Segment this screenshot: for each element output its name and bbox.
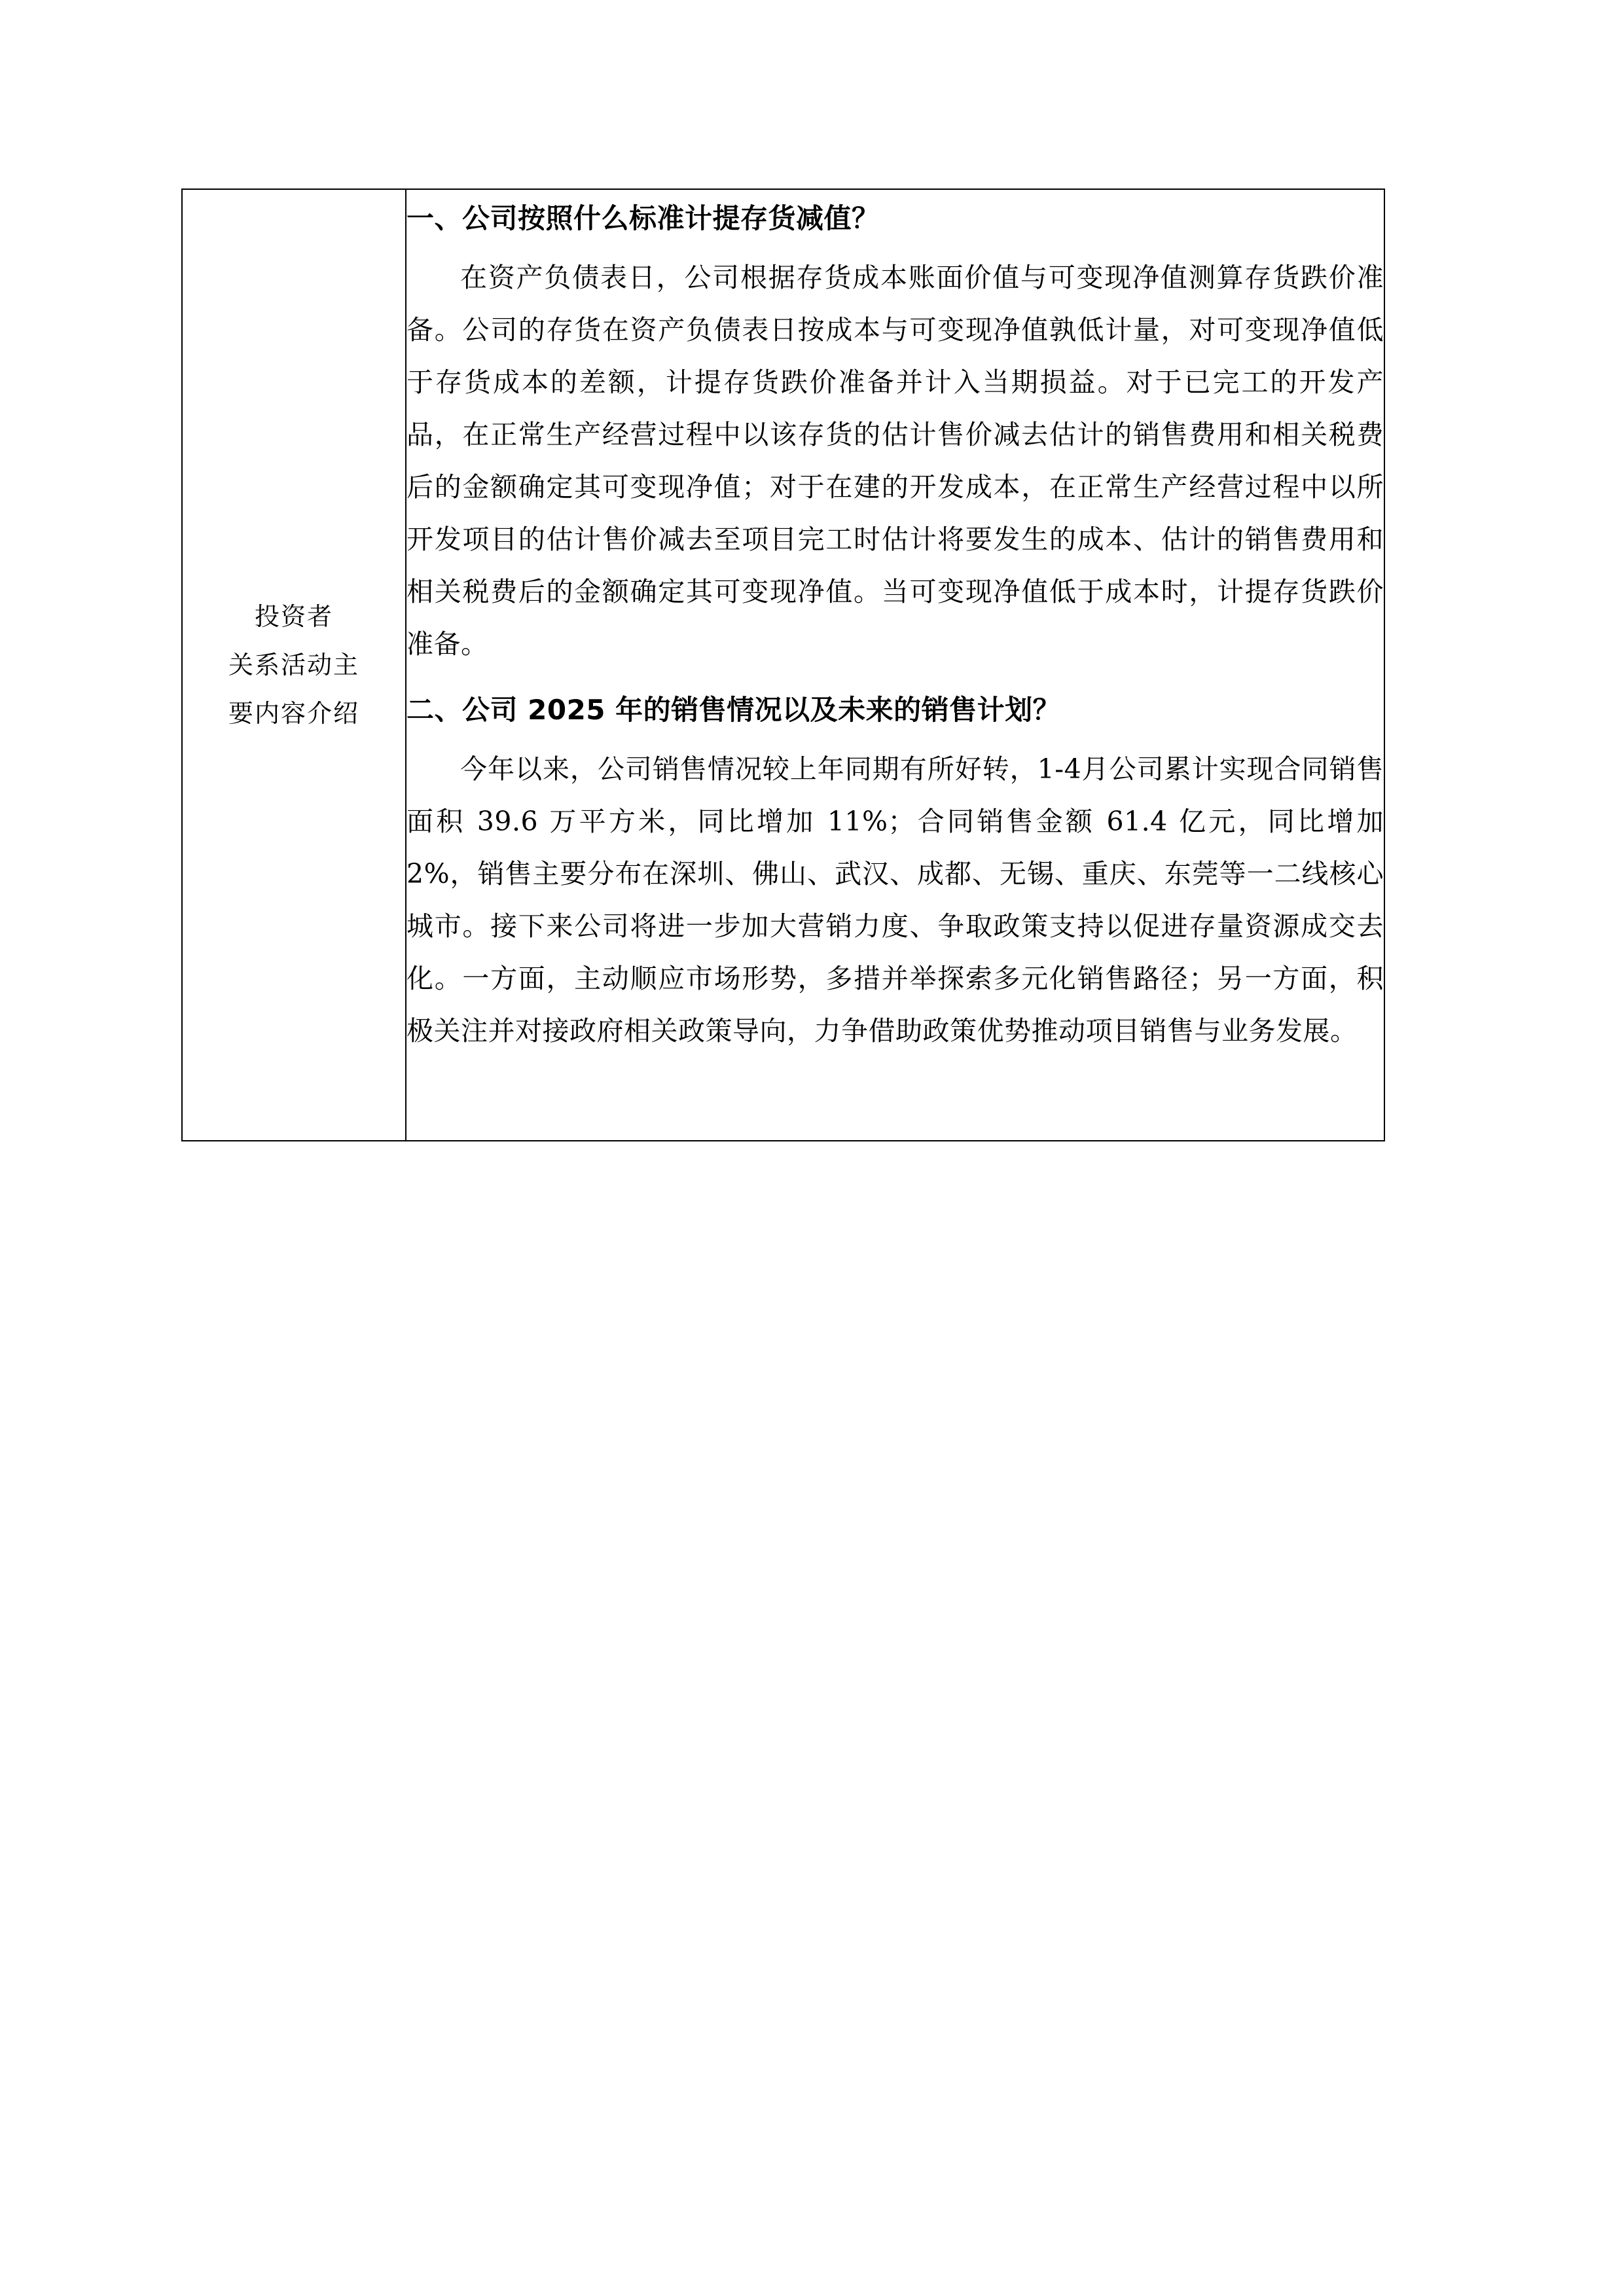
content-cell bbox=[406, 189, 1384, 1141]
row-label-cell bbox=[182, 189, 406, 1141]
table-row bbox=[182, 189, 1384, 1141]
row-label-text bbox=[183, 592, 405, 738]
investor-relations-table bbox=[181, 188, 1385, 1141]
content-bottom-spacer bbox=[406, 1062, 1384, 1140]
question-heading-1: 一、公司按照什么标准计提存货减值？ bbox=[406, 202, 880, 234]
answer-paragraph-2: 今年以来，公司销售情况较上年同期有所好转，1-4月公司累计实现合同销售面积 39.6 万平方米，同比增加 11%；合同销售金额 61.4 亿元，同比增加 2%，销售主要分布在深圳、佛山、武汉、成都、无锡、重庆、东莞等一二线核心城市。接下来公司将进一步加大营销力度、争取政策支持以促进存量资源成交去化。一方面，主动顺应市场形势，多措并举探索多元化销售路径；另一方面，积极关注并对接政府相关政策导向，力争借助政策优势推动项目销售与业务发展。 bbox=[406, 753, 1384, 1047]
row-label-line-1: 投资者 bbox=[254, 601, 333, 631]
question-heading-2: 二、公司 2025 年的销售情况以及未来的销售计划？ bbox=[406, 693, 1061, 726]
row-label-line-2: 关系活动主 bbox=[228, 650, 359, 679]
answer-paragraph-1: 在资产负债表日，公司根据存货成本账面价值与可变现净值测算存货跌价准备。公司的存货在资产负债表日按成本与可变现净值孰低计量，对可变现净值低于存货成本的差额，计提存货跌价准备并计入当期损益。对于已完工的开发产品，在正常生产经营过程中以该存货的估计售价减去估计的销售费用和相关税费后的金额确定其可变现净值；对于在建的开发成本，在正常生产经营过程中以所开发项目的估计售价减去至项目完工时估计将要发生的成本、估计的销售费用和相关税费后的金额确定其可变现净值。当可变现净值低于成本时，计提存货跌价准备。 bbox=[406, 262, 1384, 660]
row-label-line-3: 要内容介绍 bbox=[228, 698, 359, 728]
